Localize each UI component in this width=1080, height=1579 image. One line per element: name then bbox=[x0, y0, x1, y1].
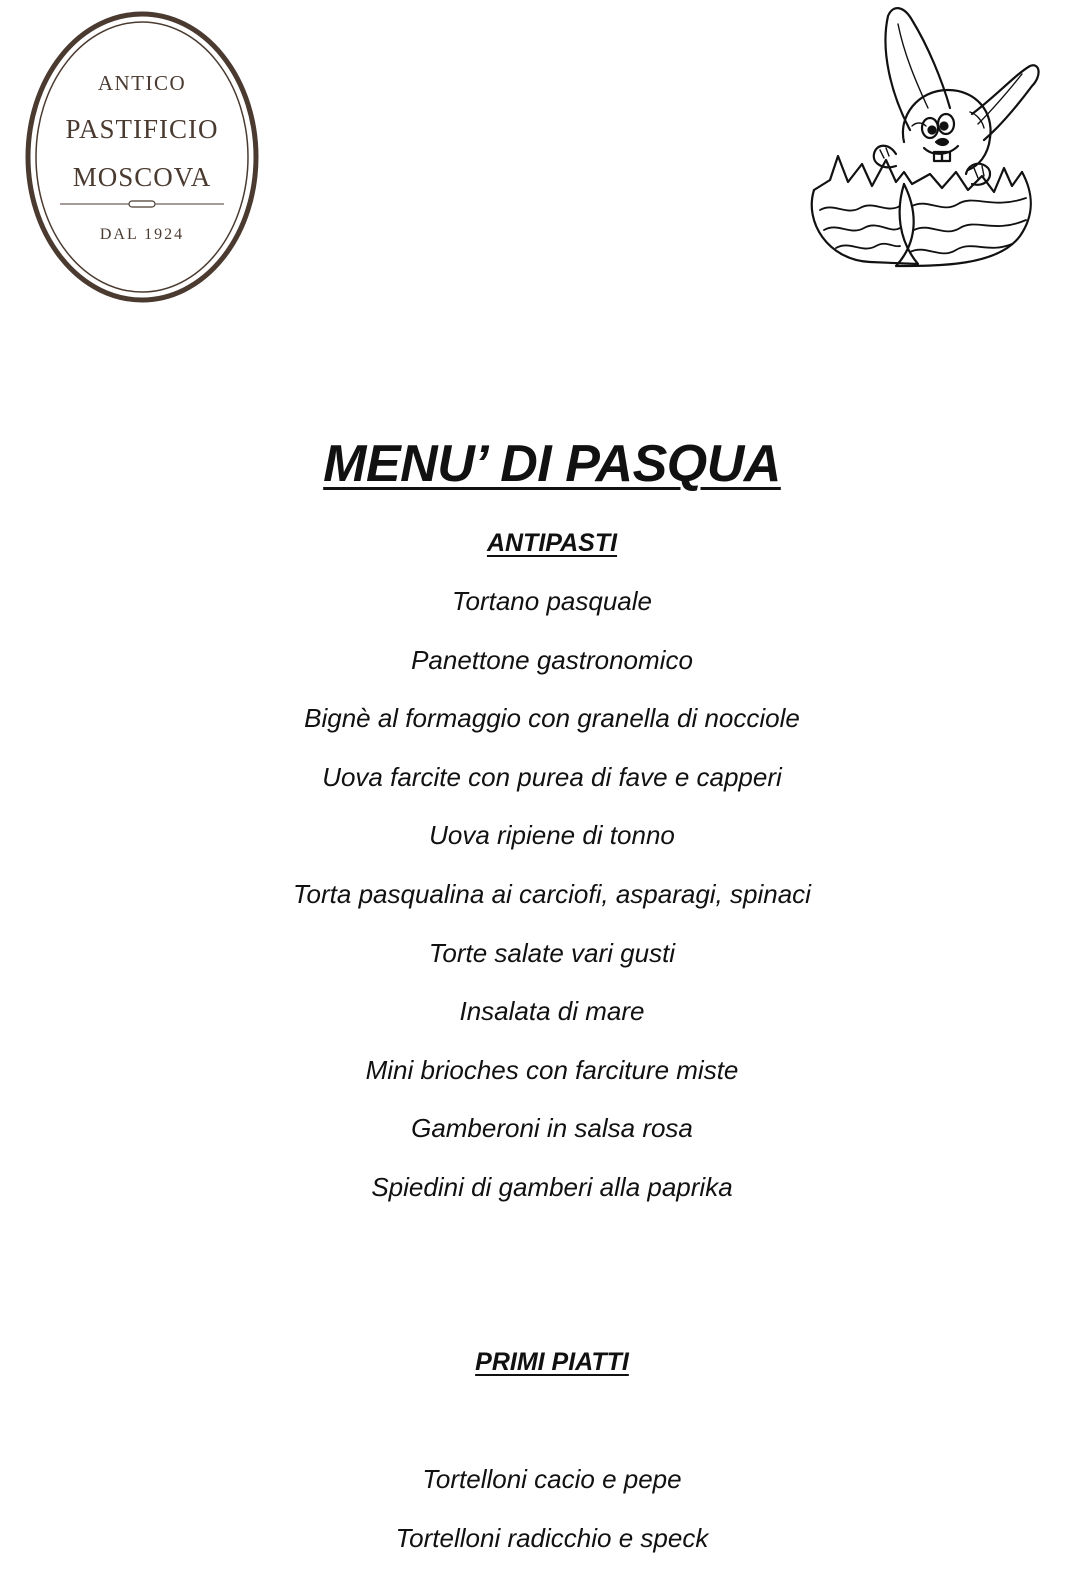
section-heading-primi-piatti: PRIMI PIATTI bbox=[475, 1348, 629, 1376]
logo-line-pastificio: PASTIFICIO bbox=[65, 114, 219, 144]
antipasti-list bbox=[0, 584, 1080, 1229]
logo-line-antico: ANTICO bbox=[97, 71, 187, 95]
dish-item: Torte salate vari gusti bbox=[428, 937, 676, 968]
logo-line-moscova: MOSCOVA bbox=[72, 162, 212, 192]
primi-piatti-list bbox=[0, 1462, 1080, 1579]
dish-item: Tortelloni cacio e pepe bbox=[422, 1464, 682, 1494]
dish-item: Bignè al formaggio con granella di nocciole bbox=[304, 703, 800, 734]
section-heading-antipasti: ANTIPASTI bbox=[486, 529, 618, 557]
dish-item: Torta pasqualina ai carciofi, asparagi, spinaci bbox=[293, 878, 811, 909]
menu-title: MENU’ DI PASQUA bbox=[323, 435, 781, 493]
dish-item: Mini brioches con farciture miste bbox=[365, 1054, 739, 1085]
pastificio-logo bbox=[24, 10, 260, 304]
dish-item: Spiedini di gamberi alla paprika bbox=[371, 1171, 733, 1202]
dish-item: Uova ripiene di tonno bbox=[429, 820, 675, 851]
dish-item: Gamberoni in salsa rosa bbox=[411, 1113, 693, 1144]
dish-item: Uova farcite con purea di fave e capperi bbox=[322, 761, 782, 792]
logo-since: DAL 1924 bbox=[99, 226, 185, 243]
dish-item: Tortano pasquale bbox=[452, 586, 652, 616]
dish-item: Insalata di mare bbox=[459, 996, 645, 1027]
dish-item: Tortelloni radicchio e speck bbox=[395, 1522, 709, 1553]
dish-item: Panettone gastronomico bbox=[411, 644, 693, 675]
easter-bunny-in-egg-icon bbox=[800, 4, 1042, 270]
